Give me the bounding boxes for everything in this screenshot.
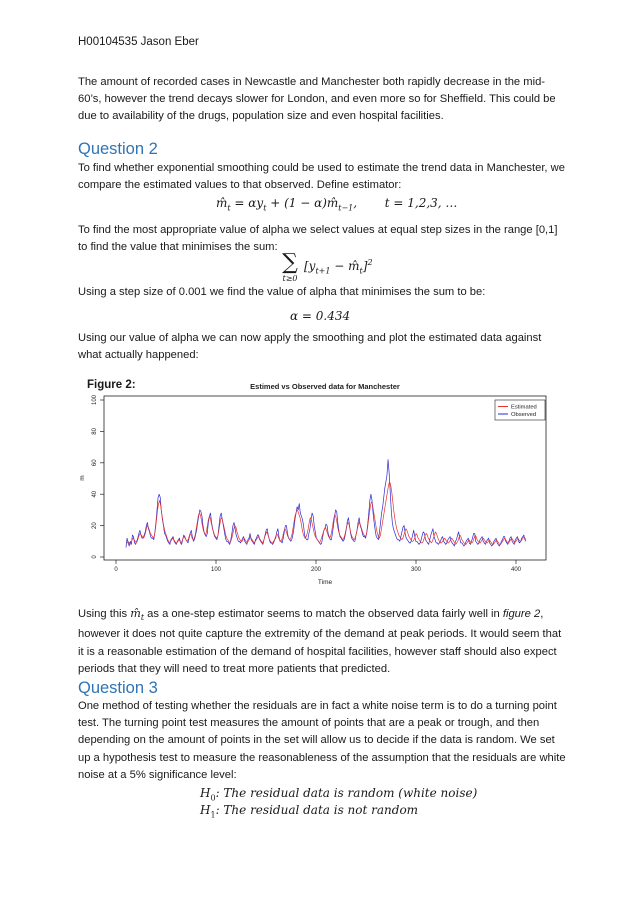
paragraph-trend-summary: The amount of recorded cases in Newcastle and Manchester both rapidly decrease in the mid-60’s, however the trend decays slower for London, and even more so for Sheffield. This could be due to availability of the drugs, population size and even hospital facilities.: [78, 76, 556, 123]
chart-title: Estimed vs Observed data for Manchester: [250, 382, 400, 391]
x-tick-label: 100: [210, 567, 222, 573]
heading-question-3: Question 3: [78, 679, 158, 697]
x-tick-label: 200: [310, 567, 322, 573]
hypothesis-h0: $H_0$: The residual data is random (white noise): [200, 786, 478, 803]
y-tick-label: 100: [92, 394, 98, 406]
paragraph-turning-point-test: One method of testing whether the residuals are in fact a white noise term is to do a turning point test. The turning point test measures the amount of points that are a peak or trough, and then depending on the amount of points in the set will allow us to decide if the data is random. We set up a hypothesis test to measure the reasonableness of the assumption that the residuals are white noise at a 5% significance level:: [78, 700, 566, 781]
alpha-value: α = 0.434: [290, 309, 351, 323]
x-tick-label: 0: [114, 567, 118, 573]
chart-estimated-vs-observed: [78, 376, 558, 588]
paragraph-estimator-evaluation: Using this $m̂_t$ as a one-step estimator seems to match the observed data fairly well in figure 2, however it does not quite capture the extremity of the demand at peak periods. It would seem that it is a reasonable estimation of the demand of hospital facilities, however staff should also expect periods that they will need to treat more patients that predicted.: [78, 607, 562, 675]
y-tick-label: 0: [92, 555, 98, 559]
series-line-observed: [126, 460, 526, 548]
paragraph-define-estimator: To find whether exponential smoothing could be used to estimate the trend data in Manchester, we compare the estimated values to that observed. Define estimator:: [78, 162, 565, 192]
y-tick-label: 60: [92, 459, 98, 467]
paragraph-step-size: Using a step size of 0.001 we find the value of alpha that minimises the sum to be:: [78, 286, 486, 298]
sum-formula-symbol: ∑ t≥0: [282, 250, 298, 283]
legend-label-estimated: Estimated: [511, 404, 537, 411]
y-tick-label: 40: [92, 490, 98, 498]
sum-formula-body: [$y_{t+1}$ − $m̂_t]^2$: [304, 258, 373, 276]
paragraph-alpha-selection: To find the most appropriate value of alpha we select values at equal step sizes in the range [0,1] to find the value that minimises the sum:: [78, 224, 558, 254]
hypothesis-h1: $H_1$: The residual data is not random: [200, 803, 419, 820]
paragraph-apply-smoothing: Using our value of alpha we can now apply the smoothing and plot the estimated data against what actually happened:: [78, 332, 542, 362]
estimator-equation: $m̂_t = \alpha y_t + (1$ − $\alpha)m̂_{t-1}$, t = 1,2,3, …: [216, 196, 458, 213]
y-tick-label: 20: [92, 522, 98, 529]
figure-label: Figure 2:: [87, 379, 136, 391]
x-tick-label: 300: [410, 567, 422, 573]
y-tick-label: 80: [92, 428, 98, 435]
legend-label-observed: Observed: [511, 412, 537, 418]
y-axis-label: m: [79, 475, 86, 481]
x-tick-label: 400: [510, 567, 522, 573]
plot-frame: [104, 396, 546, 560]
series-line-estimated: [126, 482, 526, 545]
page-header: H00104535 Jason Eber: [78, 36, 199, 48]
x-axis-label: Time: [317, 579, 333, 586]
heading-question-2: Question 2: [78, 140, 158, 158]
